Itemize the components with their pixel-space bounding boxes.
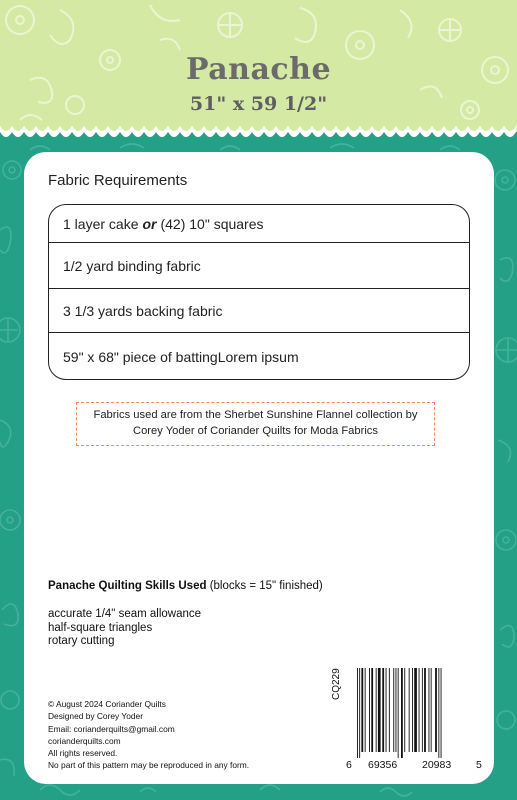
barcode-bar bbox=[404, 668, 405, 752]
fabric-requirements-table bbox=[48, 204, 470, 380]
fabric-collection-note bbox=[76, 402, 435, 446]
skill-item: rotary cutting bbox=[48, 635, 115, 647]
barcode-bar bbox=[386, 668, 387, 752]
skills-heading-note: (blocks = 15" finished) bbox=[206, 580, 323, 592]
copyright-line: corianderquilts.com bbox=[48, 735, 121, 746]
barcode-bar bbox=[424, 668, 426, 752]
finished-size: 51" x 59 1/2" bbox=[189, 93, 328, 115]
barcode-bar bbox=[429, 668, 430, 752]
requirement-row bbox=[49, 333, 469, 380]
barcode-bar bbox=[361, 668, 363, 752]
skills-heading bbox=[48, 580, 323, 592]
copyright-block bbox=[48, 698, 249, 772]
requirement-text: 3 1/3 yards backing fabric bbox=[63, 302, 223, 319]
copyright-line: No part of this pattern may be reproduced in any form. bbox=[48, 760, 250, 771]
barcode-bar bbox=[438, 668, 439, 758]
requirement-emphasis: or bbox=[142, 215, 157, 232]
barcode-bar bbox=[376, 668, 377, 752]
barcode-bar bbox=[396, 668, 397, 752]
skill-item: accurate 1/4" seam allowance bbox=[48, 608, 202, 620]
requirement-row bbox=[49, 243, 469, 289]
barcode-bar bbox=[431, 668, 432, 752]
copyright-line: © August 2024 Coriander Quilts bbox=[48, 699, 166, 709]
barcode-bar bbox=[401, 668, 403, 758]
barcode-bar bbox=[409, 668, 410, 752]
requirement-row bbox=[49, 289, 469, 333]
requirement-text: (42) 10" squares bbox=[160, 215, 264, 232]
barcode-bar bbox=[422, 668, 423, 752]
barcode-bar bbox=[398, 668, 399, 758]
barcode-bar bbox=[441, 668, 442, 758]
pattern-title: Panache bbox=[185, 52, 332, 87]
requirement-text: 59" x 68" piece of battingLorem ipsum bbox=[63, 349, 299, 365]
copyright-line: Designed by Corey Yoder bbox=[48, 711, 143, 722]
barcode-bar bbox=[357, 668, 358, 758]
barcode-bar bbox=[419, 668, 420, 752]
barcode-digit: 69356 bbox=[368, 759, 398, 771]
requirement-text: 1/2 yard binding fabric bbox=[63, 257, 201, 274]
fabric-note-line: Fabrics used are from the Sherbet Sunshine Flannel collection by bbox=[93, 409, 418, 421]
fabric-note-line: Corey Yoder of Coriander Quilts for Moda Fabrics bbox=[133, 425, 378, 437]
product-code bbox=[331, 686, 342, 700]
fabric-requirements-heading: Fabric Requirements bbox=[48, 172, 188, 189]
barcode-bar bbox=[378, 668, 381, 752]
requirement-row bbox=[49, 205, 469, 243]
barcode-bar bbox=[359, 668, 360, 758]
barcode-bar bbox=[414, 668, 417, 752]
skill-item: half-square triangles bbox=[48, 621, 153, 634]
barcode-bar bbox=[389, 668, 390, 752]
barcode-bar bbox=[371, 668, 373, 752]
barcode-bar bbox=[412, 668, 413, 752]
barcode-bar bbox=[382, 668, 384, 752]
barcode-bar bbox=[365, 668, 366, 752]
copyright-line: All rights reserved. bbox=[48, 748, 118, 759]
barcode-digit: 20983 bbox=[422, 759, 452, 771]
barcode-digit: 6 bbox=[346, 759, 352, 771]
scalloped-edge bbox=[0, 122, 517, 146]
barcode-bar bbox=[393, 668, 394, 752]
barcode bbox=[355, 668, 473, 760]
header-band bbox=[0, 0, 517, 132]
barcode-digit: 5 bbox=[476, 759, 482, 771]
skills-list bbox=[48, 608, 201, 649]
copyright-line: Email: corianderquilts@gmail.com bbox=[48, 723, 175, 734]
barcode-bar bbox=[435, 668, 437, 752]
barcode-bar bbox=[369, 668, 370, 752]
requirement-text: 1 layer cake bbox=[63, 215, 139, 232]
skills-heading-bold: Panache Quilting Skills Used bbox=[48, 580, 207, 592]
